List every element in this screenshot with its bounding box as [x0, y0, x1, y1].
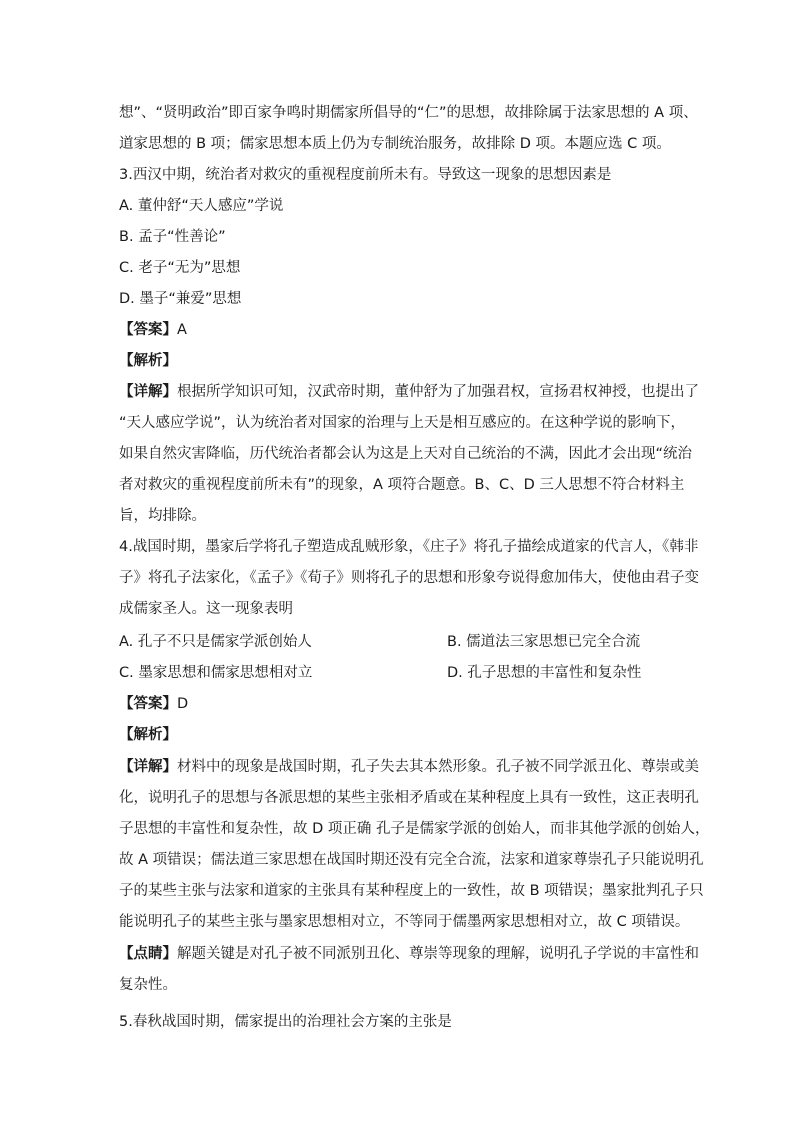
- question-4-detail-line-3: 子思想的丰富性和复杂性，故 D 项正确 孔子是儒家学派的创始人，而非其他学派的创始人，: [119, 821, 710, 837]
- question-4-comment-line-2: 复杂性。: [119, 977, 177, 993]
- question-4-detail-line-5: 子的某些主张与法家和道家的主张具有某种程度上的一致性，故 B 项错误；墨家批判孔子只: [119, 883, 704, 899]
- question-3-detail-line-4: 者对救灾的重视程度前所未有”的现象，A 项符合题意。B、C、D 三人思想不符合材料主: [119, 477, 685, 493]
- comment-label: 【点睛】: [119, 946, 177, 962]
- question-3-option-d: D. 墨子“兼爱”思想: [119, 291, 242, 307]
- prev-analysis-line-2: 道家思想的 B 项；儒家思想本质上仍为专制统治服务，故排除 D 项。本题应选 C 项。: [119, 136, 671, 152]
- question-3-option-b: B. 孟子“性善论”: [119, 229, 226, 245]
- question-3-stem: 3.西汉中期，统治者对救灾的重视程度前所未有。导致这一现象的思想因素是: [119, 167, 612, 183]
- question-4-option-d: D. 孔子思想的丰富性和复杂性: [447, 665, 642, 681]
- question-4-detail-line-4: 故 A 项错误；儒法道三家思想在战国时期还没有完全合流，法家和道家尊崇孔子只能说明孔: [119, 852, 704, 868]
- prev-analysis-line-1: 想”、“贤明政治”即百家争鸣时期儒家所倡导的“仁”的思想，故排除属于法家思想的 A 项、: [119, 105, 698, 121]
- question-3-detail-line-1: [119, 382, 699, 402]
- answer-label: 【答案】: [119, 322, 177, 338]
- question-4-detail-line-1: [119, 757, 699, 777]
- question-3-answer: [119, 320, 187, 340]
- question-4-stem-line-2: 子》将孔子法家化，《孟子》《荀子》则将孔子的思想和形象夸说得愈加伟大，使他由君子变: [119, 570, 699, 586]
- answer-value: A: [177, 322, 187, 338]
- question-4-analysis-label: [119, 725, 177, 745]
- question-4-stem-line-3: 成儒家圣人。这一现象表明: [119, 601, 293, 617]
- comment-text: 解题关键是对孔子被不同派别丑化、尊崇等现象的理解，说明孔子学说的丰富性和: [177, 946, 699, 962]
- question-4-option-c: C. 墨家思想和儒家思想相对立: [119, 665, 313, 681]
- question-3-detail-line-3: 如果自然灾害降临，历代统治者都会认为这是上天对自己统治的不满，因此才会出现“统治: [119, 446, 693, 462]
- question-4-stem-line-1: 4.战国时期，墨家后学将孔子塑造成乱贼形象，《庄子》将孔子描绘成道家的代言人，《韩非: [119, 539, 699, 555]
- analysis-label: 【解析】: [119, 353, 177, 369]
- detail-text: 根据所学知识可知，汉武帝时期，董仲舒为了加强君权，宣扬君权神授，也提出了: [177, 384, 699, 400]
- detail-label: 【详解】: [119, 384, 177, 400]
- question-4-detail-line-6: 能说明孔子的某些主张与墨家思想相对立，不等同于儒墨两家思想相对立，故 C 项错误。: [119, 914, 690, 930]
- question-4-detail-line-2: 化，说明孔子的思想与各派思想的某些主张相矛盾或在某种程度上具有一致性，这正表明孔: [119, 790, 699, 806]
- question-5-stem: 5.春秋战国时期，儒家提出的治理社会方案的主张是: [119, 1014, 452, 1030]
- question-4-option-b: B. 儒道法三家思想已完全合流: [447, 634, 641, 650]
- answer-value: D: [177, 696, 189, 712]
- detail-label: 【详解】: [119, 759, 177, 775]
- answer-label: 【答案】: [119, 696, 177, 712]
- question-3-option-c: C. 老子“无为”思想: [119, 260, 241, 276]
- question-3-detail-line-2: “天人感应学说”，认为统治者对国家的治理与上天是相互感应的。在这种学说的影响下，: [119, 415, 686, 431]
- detail-text: 材料中的现象是战国时期，孔子失去其本然形象。孔子被不同学派丑化、尊崇或美: [177, 759, 699, 775]
- question-4-comment-line-1: [119, 944, 699, 964]
- question-3-analysis-label: [119, 351, 177, 371]
- question-3-detail-line-5: 旨，均排除。: [119, 508, 206, 524]
- question-3-option-a: A. 董仲舒“天人感应”学说: [119, 198, 284, 214]
- question-4-answer: [119, 694, 188, 714]
- question-4-option-a: A. 孔子不只是儒家学派创始人: [119, 634, 312, 650]
- analysis-label: 【解析】: [119, 727, 177, 743]
